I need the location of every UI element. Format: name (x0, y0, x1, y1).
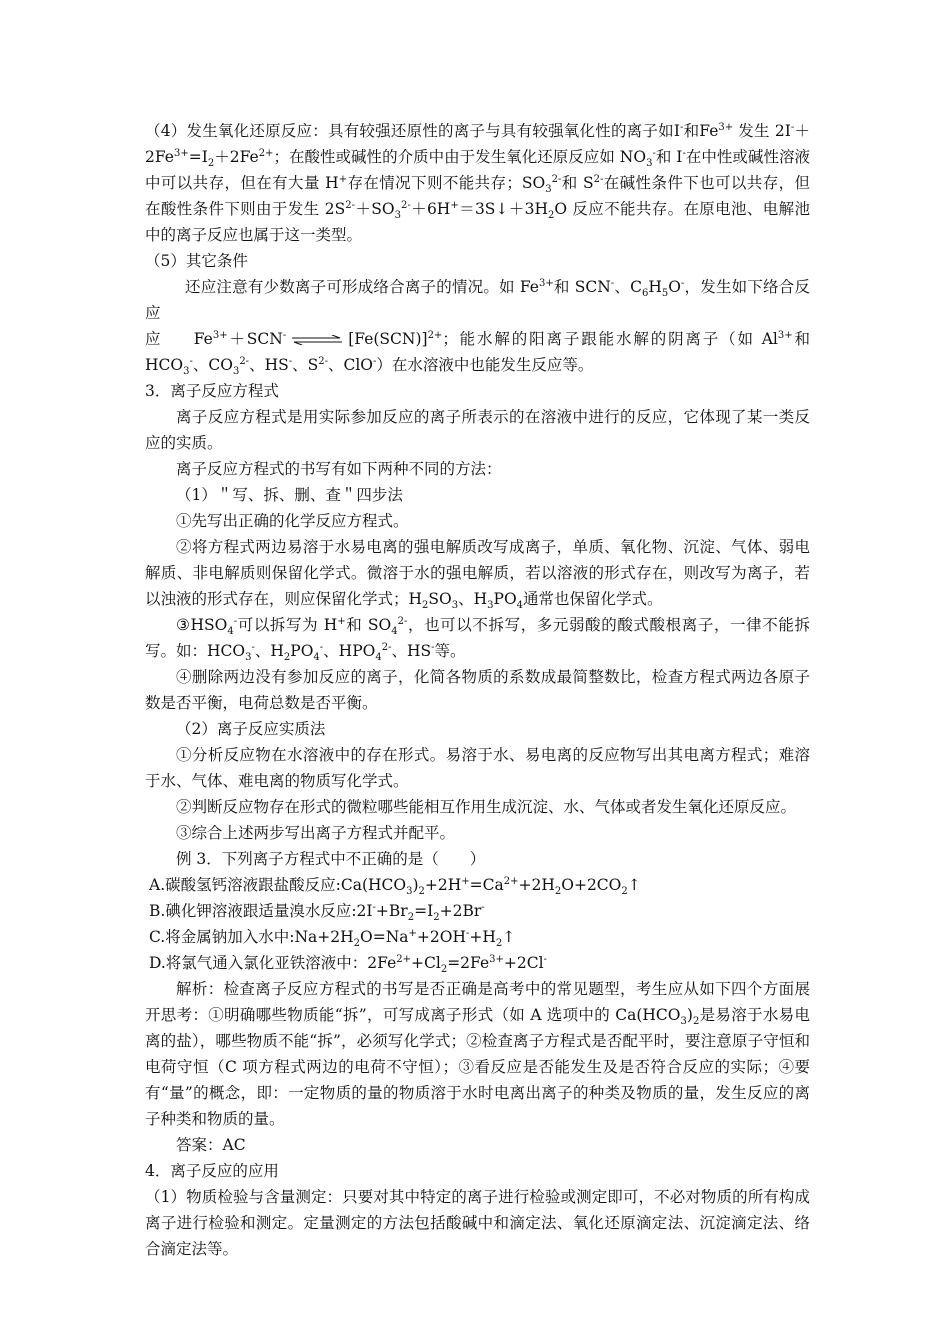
step-1: ①先写出正确的化学反应方程式。 (176, 512, 409, 530)
essence-step-2: ②判断反应物存在形式的微粒哪些能相互作用生成沉淀、水、气体或者发生氧化还原反应。 (176, 798, 797, 816)
step-3: $③HSO_4^-$可以拆写为 H+和 $SO_4^{2-}$，也可以不拆写，多元弱酸的酸式酸根离子，一律不能拆写。如：$HCO_3^-$、$H_2PO_4^-$、$HPO_4^{2-}$、HS-等。 (145, 615, 810, 664)
heading-ionic-equation: 3．离子反应方程式 (145, 382, 279, 400)
heading-other-conditions: （5）其它条件 (145, 252, 248, 270)
paragraph-detection: （1）物质检验与含量测定：只要对其中特定的离子进行检验或测定即可，不必对物质的所有构成离子进行检验和测定。定量测定的方法包括酸碱中和滴定法、氧化还原滴定法、沉淀滴定法、络合滴定法等。 (145, 1188, 810, 1258)
option-c: C.将金属钠加入水中$:Na+2H_2O=Na^++2OH^-+H_2↑$ (149, 927, 516, 950)
option-d: D.将氯气通入氯化亚铁溶液中：$2Fe^{2+}+Cl_2=2Fe^{3+}+2Cl^-$ (149, 953, 547, 976)
option-a: A.碳酸氢钙溶液跟盐酸反应$:Ca(HCO_3)_2+2H^+=Ca^{2+}+2H_2O+2CO_2↑$ (149, 875, 641, 898)
method-four-step: （1）＂写、拆、删、查＂四步法 (176, 486, 403, 504)
example-question: 例 3．下列离子方程式中不正确的是（ ） (176, 850, 486, 868)
answer: 答案：AC (176, 1136, 246, 1154)
equilibrium-arrow-icon (292, 335, 342, 345)
paragraph-methods: 离子反应方程式的书写有如下两种不同的方法： (176, 460, 502, 478)
option-b: B.碘化钾溶液跟适量溴水反应$:2I^-+Br_2=I_2+2Br^-$ (149, 901, 485, 924)
heading-applications: 4．离子反应的应用 (145, 1162, 279, 1180)
paragraph-complex-ions: 还应注意有少数离子可形成络合离子的情况。如 $Fe^{3+}$和 SCN-、$C_6H_5O^-$，发生如下络合反应 (145, 277, 810, 322)
paragraph-analysis: 解析：检查离子反应方程式的书写是否正确是高考中的常见题型，考生应从如下四个方面展开思考：①明确哪些物质能“拆”，可写成离子形式（如 A 选项中的 $Ca(HCO_3)_2$是易溶于水易电离的盐），哪些物质不能“拆”，必须写化学式；②检查离子方程式是否配平时，要注意原子守恒和电荷守恒（C 项方程式两边的电荷不守恒）；③看反应是否能发生及是否符合反应的实际；④要有“量”的概念，即：一定物质的量的物质溶于水时电离出离子的种类及物质的量，发生反应的离子种类和物质的量。 (145, 980, 810, 1128)
paragraph-redox: （4）发生氧化还原反应：具有较强还原性的离子与具有较强氧化性的离子如I-和$Fe^{3+}$ 发生 $2I^-+2Fe^{3+}=I_2+2Fe^{2+}$；在酸性或碱性的介质中由于发生氧化还原反应如 $NO_3^-$和 I-在中性或碱性溶液中可以共存，但在有大量 H+存在情况下则不能共存；$SO_3^{2-}$和 $S^{2-}$在碱性条件下也可以共存，但在酸性条件下则由于发生 $2S^{2-}+SO_3^{2-}+6H^+=3S↓+3H_2O$ 反应不能共存。在原电池、电解池中的离子反应也属于这一类型。 (145, 121, 810, 244)
paragraph-definition: 离子反应方程式是用实际参加反应的离子所表示的在溶液中进行的反应，它体现了某一类反应的实质。 (145, 408, 810, 452)
essence-step-3: ③综合上述两步写出离子方程式并配平。 (176, 824, 456, 842)
paragraph-complex-equation: 应 $Fe^{3+}+SCN^-$ $[Fe(SCN)]^{2+}$；能水解的阳离子跟能水解的阴离子（如 $Al^{3+}$和 $HCO_3^-$、$CO_3^{2-}$、HS-、$S^{2-}$、ClO-）在水溶液中也能发生反应等。 (145, 329, 810, 378)
document-page (145, 118, 810, 1262)
step-4: ④删除两边没有参加反应的离子，化简各物质的系数成最简整数比，检查方程式两边各原子数是否平衡，电荷总数是否平衡。 (145, 668, 810, 712)
method-essence: （2）离子反应实质法 (176, 720, 326, 738)
essence-step-1: ①分析反应物在水溶液中的存在形式。易溶于水、易电离的反应物写出其电离方程式；难溶于水、气体、难电离的物质写化学式。 (145, 746, 810, 790)
step-2: ②将方程式两边易溶于水易电离的强电解质改写成离子，单质、氧化物、沉淀、气体、弱电解质、非电解质则保留化学式。微溶于水的强电解质，若以溶液的形式存在，则改写为离子，若以浊液的形式存在，则应保留化学式；$H_2SO_3$、$H_3PO_4$通常也保留化学式。 (145, 538, 810, 612)
